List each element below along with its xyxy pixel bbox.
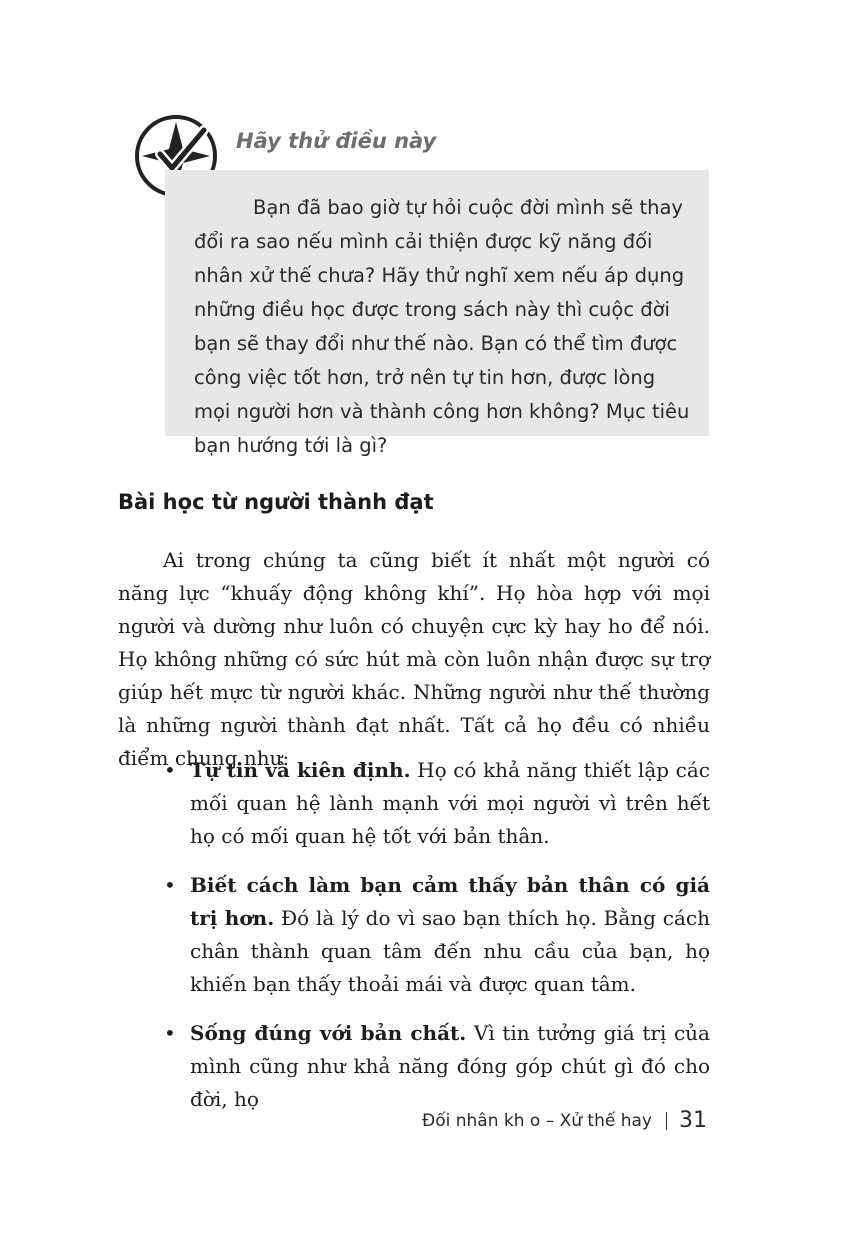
list-item-text: Vì tin tưởng giá trị của mình cũng như khả năng đóng góp chút gì đó cho đời, họ (190, 1021, 710, 1111)
footer-divider (666, 1112, 667, 1130)
footer-book-title: Đối nhân kh o – Xử thế hay (422, 1110, 652, 1131)
list-item-text: Đó là lý do vì sao bạn thích họ. Bằng cách chân thành quan tâm đến nhu cầu của bạn, họ khiến bạn thấy thoải mái và được quan tâm. (190, 906, 710, 996)
list-item-text: Họ có khả năng thiết lập các mối quan hệ lành mạnh với mọi người vì trên hết họ có mối quan hệ tốt với bản thân. (190, 758, 710, 848)
bullet-list (190, 754, 710, 1132)
list-item-bold: Tự tin và kiên định. (190, 758, 411, 782)
tip-heading: Hãy thử điều này (236, 129, 437, 153)
list-item-bold: Biết cách làm bạn cảm thấy bản thân có giá trị hơn. (190, 873, 710, 930)
body-paragraph: Ai trong chúng ta cũng biết ít nhất một người có năng lực “khuấy động không khí”. Họ hòa hợp với mọi người và dường như luôn có chuyện cực kỳ hay ho để nói. Họ không những có sức hút mà còn luôn nhận được sự trợ giúp hết mực từ người khác. Những người như thế thường là những người thành đạt nhất. Tất cả họ đều có nhiều điểm chung như: (118, 548, 710, 770)
page-number: 31 (679, 1108, 707, 1133)
list-item (190, 869, 710, 1001)
list-item (190, 754, 710, 853)
list-item (190, 1017, 710, 1116)
tip-text: Bạn đã bao giờ tự hỏi cuộc đời mình sẽ thay đổi ra sao nếu mình cải thiện được kỹ năng đối nhân xử thế chưa? Hãy thử nghĩ xem nếu áp dụng những điều học được trong sách này thì cuộc đời bạn sẽ thay đổi như thế nào. Bạn có thể tìm được công việc tốt hơn, trở nên tự tin hơn, được lòng mọi người hơn và thành công hơn không? Mục tiêu bạn hướng tới là gì? (194, 196, 690, 457)
section-title: Bài học từ người thành đạt (118, 490, 434, 514)
page-footer (422, 1108, 707, 1133)
list-item-bold: Sống đúng với bản chất. (190, 1021, 467, 1045)
